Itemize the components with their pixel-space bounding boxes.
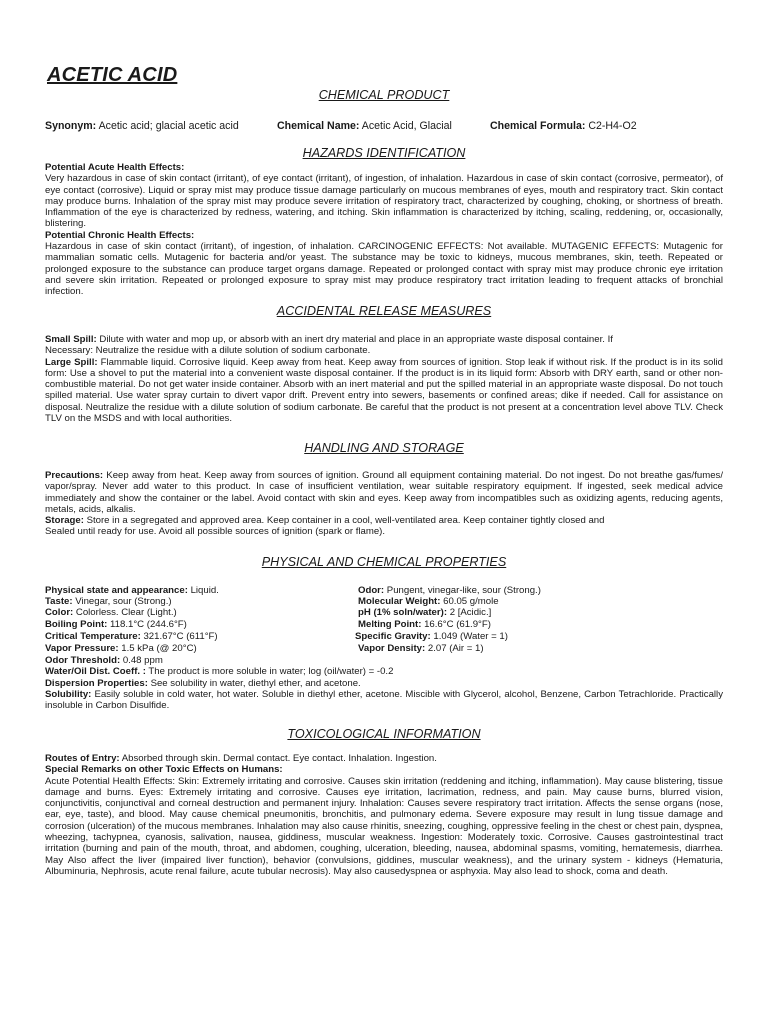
precautions-text: Keep away from heat. Keep away from sources of ignition. Ground all equipment containing material. Do not ingest. Do not breathe gas/fumes/ vapor/spray. Never add water to this product. In case of insufficient ventilation, wear suitable respiratory equipment. If ingested, seek medical advice immediately and show the container or the label. Avoid contact with skin and eyes. Keep away from incompatibles such as oxidizing agents, reducing agents, metals, acids, alkalis. <box>45 470 723 515</box>
small-spill-text-2: Necessary: Neutralize the residue with a dilute solution of sodium carbonate. <box>45 345 371 357</box>
prop-value: 1.5 kPa (@ 20°C) <box>118 643 197 654</box>
prop-label: Specific Gravity: <box>355 631 431 642</box>
remarks-label: Special Remarks on other Toxic Effects on Humans: <box>45 764 283 776</box>
prop-label: Vapor Pressure: <box>45 643 119 654</box>
document-title: ACETIC ACID <box>47 64 178 86</box>
toxicological-block <box>45 753 723 877</box>
prop-value: The product is more soluble in water; log (oil/water) = -0.2 <box>145 666 394 678</box>
prop-value: See solubility in water, diethyl ether, and acetone. <box>147 677 361 689</box>
handling-block <box>45 470 723 538</box>
prop-label: Boiling Point: <box>45 619 108 630</box>
prop-value: Pungent, vinegar-like, sour (Strong.) <box>384 585 541 596</box>
large-spill-text: Flammable liquid. Corrosive liquid. Keep away from heat. Keep away from sources of ignition. Stop leak if without risk. If the product is in its solid form: Use a shovel to put the material into a convenient waste disposal container. If the product is in its liquid form: Absorb with DRY earth, sand or other non-combustible material. Do not get water inside container. Absorb with an inert material and put the spilled material in an appropriate waste disposal. Do not touch spilled material. Use water spray curtain to divert vapor drift. Prevent entry into sewers, basements or confined areas; dike if needed. Call for assistance on disposal. Neutralize the residue with a dilute solution of sodium carbonate. Be careful that the product is not present at a concentration level above TLV. Check TLV on the MSDS and with local authorities. <box>45 356 723 425</box>
prop-specific-gravity <box>355 631 508 642</box>
prop-value: 2.07 (Air = 1) <box>425 643 484 654</box>
synonym-label: Synonym: <box>45 120 97 132</box>
prop-critical-temperature <box>45 631 218 642</box>
prop-value: 2 [Acidic.] <box>447 607 492 618</box>
hazards-block <box>45 162 723 298</box>
prop-boiling-point <box>45 619 187 630</box>
release-block <box>45 334 723 424</box>
section-heading-hazards: HAZARDS IDENTIFICATION <box>302 146 466 160</box>
synonym-field <box>45 120 239 132</box>
prop-label: Odor Threshold: <box>45 655 121 666</box>
prop-value: 0.48 ppm <box>120 655 163 666</box>
prop-color <box>45 607 177 618</box>
prop-label: Odor: <box>358 585 385 596</box>
prop-label: Taste: <box>45 596 73 607</box>
prop-vapor-density <box>358 643 484 654</box>
section-heading-toxicological: TOXICOLOGICAL INFORMATION <box>287 727 481 741</box>
prop-label: Water/Oil Dist. Coeff. : <box>45 666 146 678</box>
small-spill-text: Dilute with water and mop up, or absorb with an inert dry material and place in an appropriate waste disposal container. If <box>96 334 613 345</box>
properties-extra-block <box>45 655 723 711</box>
prop-value: 321.67°C (611°F) <box>140 631 218 642</box>
prop-value: 118.1°C (244.6°F) <box>107 619 187 630</box>
storage-label: Storage: <box>45 515 84 527</box>
prop-label: pH (1% soln/water): <box>358 607 448 618</box>
prop-label: Melting Point: <box>358 619 422 630</box>
large-spill-label: Large Spill: <box>45 356 98 368</box>
prop-value: 16.6°C (61.9°F) <box>421 619 491 630</box>
prop-value: Liquid. <box>187 585 219 596</box>
prop-value: Easily soluble in cold water, hot water. Soluble in diethyl ether, acetone. Miscible with Glycerol, alcohol, Benzene, Carbon Tetrachloride. Practically insoluble in Carbon Disulfide. <box>45 688 723 712</box>
prop-value: Vinegar, sour (Strong.) <box>72 596 172 607</box>
chemical-formula-value: C2-H4-O2 <box>585 120 637 132</box>
prop-vapor-pressure <box>45 643 197 654</box>
prop-odor <box>358 585 541 596</box>
prop-label: Physical state and appearance: <box>45 585 188 596</box>
prop-label: Vapor Density: <box>358 643 426 654</box>
chemical-name-value: Acetic Acid, Glacial <box>359 120 452 132</box>
routes-label: Routes of Entry: <box>45 753 120 764</box>
acute-effects-label: Potential Acute Health Effects: <box>45 162 185 173</box>
precautions-label: Precautions: <box>45 470 104 481</box>
prop-value: 60.05 g/mole <box>440 596 499 607</box>
small-spill-label: Small Spill: <box>45 334 97 345</box>
chronic-effects-label: Potential Chronic Health Effects: <box>45 229 195 241</box>
prop-value: 1.049 (Water = 1) <box>430 631 508 642</box>
prop-molecular-weight <box>358 596 499 607</box>
remarks-text: Acute Potential Health Effects: Skin: Extremely irritating and corrosive. Causes skin irritation (reddening and itching, inflammation). May cause blistering, tissue damage and burns. Eyes: Extremely irritating and corrosive. Causes eye irritation, lacrimation, redness, and pain. May cause burns, blurred vision, conjunctivitis, conjunctival and corneal destruction and permanent injury. Inhalation: Causes severe respiratory tract irritation. Affects the sense organs (nose, ear, eye, taste), and blood. May cause chemical pneumonitis, bronchitis, and pulmonary edema. Severe exposure may result in lung tissue damage and corrosion (ulceration) of the mucous membranes. Inhalation may also cause rhinitis, sneezing, coughing, oppressive feeling in the chest or chest pain, dyspnea, wheezing, tachypnea, cyanosis, salivation, nausea, giddiness, muscular weakness. Ingestion: Moderately toxic. Corrosive. Causes gastrointestinal tract irritation (burning and pain of the mouth, throat, and abdomen, coughing, ulceration, bleeding, nausea, abdominal spasms, vomiting, hematemesis, diarrhea. May Also affect the liver (impaired liver function), behavior (convulsions, giddines, muscular weakness), and the urinary system - kidneys (Hematuria, Albuminuria, Nephrosis, acute renal failure, acute tubular necrosis). May also causedyspnea or asphyxia. May also lead to shock, coma and death. <box>45 775 723 877</box>
chemical-formula-field <box>490 120 637 132</box>
storage-text: Store in a segregated and approved area. Keep container in a cool, well-ventilated area. Keep container tightly closed and <box>83 515 605 527</box>
acute-effects-text: Very hazardous in case of skin contact (irritant), of eye contact (irritant), of ingestion, of inhalation. Hazardous in case of skin contact (corrosive, permeator), of eye contact (corrosive). Liquid or spray mist may produce tissue damage particularly on mucous membranes of eyes, mouth and respiratory tract. Skin contact may produce burns. Inhalation of the spray mist may produce severe irritation of respiratory tract, characterized by coughing, choking, or shortness of breath. Inflammation of the eye is characterized by redness, watering, and itching. Skin inflammation is characterized by itching, scaling, reddening, or, occasionally, blistering. <box>45 173 723 230</box>
prop-label: Critical Temperature: <box>45 631 141 642</box>
prop-value: Colorless. Clear (Light.) <box>73 607 177 618</box>
chemical-name-field <box>277 120 452 132</box>
synonym-value: Acetic acid; glacial acetic acid <box>96 120 239 132</box>
section-heading-handling: HANDLING AND STORAGE <box>304 441 464 455</box>
chemical-formula-label: Chemical Formula: <box>490 120 586 132</box>
routes-text: Absorbed through skin. Dermal contact. Eye contact. Inhalation. Ingestion. <box>119 753 437 764</box>
section-heading-chemical-product: CHEMICAL PRODUCT <box>318 88 450 102</box>
prop-label: Molecular Weight: <box>358 596 441 607</box>
prop-label: Color: <box>45 607 74 618</box>
prop-label: Dispersion Properties: <box>45 677 148 689</box>
prop-physical-state <box>45 585 219 596</box>
chronic-effects-text: Hazardous in case of skin contact (irritant), of ingestion, of inhalation. CARCINOGENIC EFFECTS: Not available. MUTAGENIC EFFECTS: Mutagenic for mammalian somatic cells. Mutagenic for bacteria and/or yeast. The substance may be toxic to kidneys, mucous membranes, skin, teeth. Repeated or prolonged exposure to the substance can produce target organs damage. Repeated or prolonged contact with spray mist may produce chronic eye irritation and severe skin irritation. Repeated or prolonged exposure to spray mist may produce respiratory tract irritation leading to frequent attacks of bronchial infection. <box>45 241 723 298</box>
prop-ph <box>358 607 491 618</box>
chemical-name-label: Chemical Name: <box>277 120 360 132</box>
prop-melting-point <box>358 619 491 630</box>
section-heading-properties: PHYSICAL AND CHEMICAL PROPERTIES <box>261 555 507 569</box>
storage-text-2: Sealed until ready for use. Avoid all possible sources of ignition (spark or flame). <box>45 526 386 538</box>
prop-label: Solubility: <box>45 688 92 700</box>
section-heading-release: ACCIDENTAL RELEASE MEASURES <box>276 304 492 318</box>
prop-taste <box>45 596 172 607</box>
